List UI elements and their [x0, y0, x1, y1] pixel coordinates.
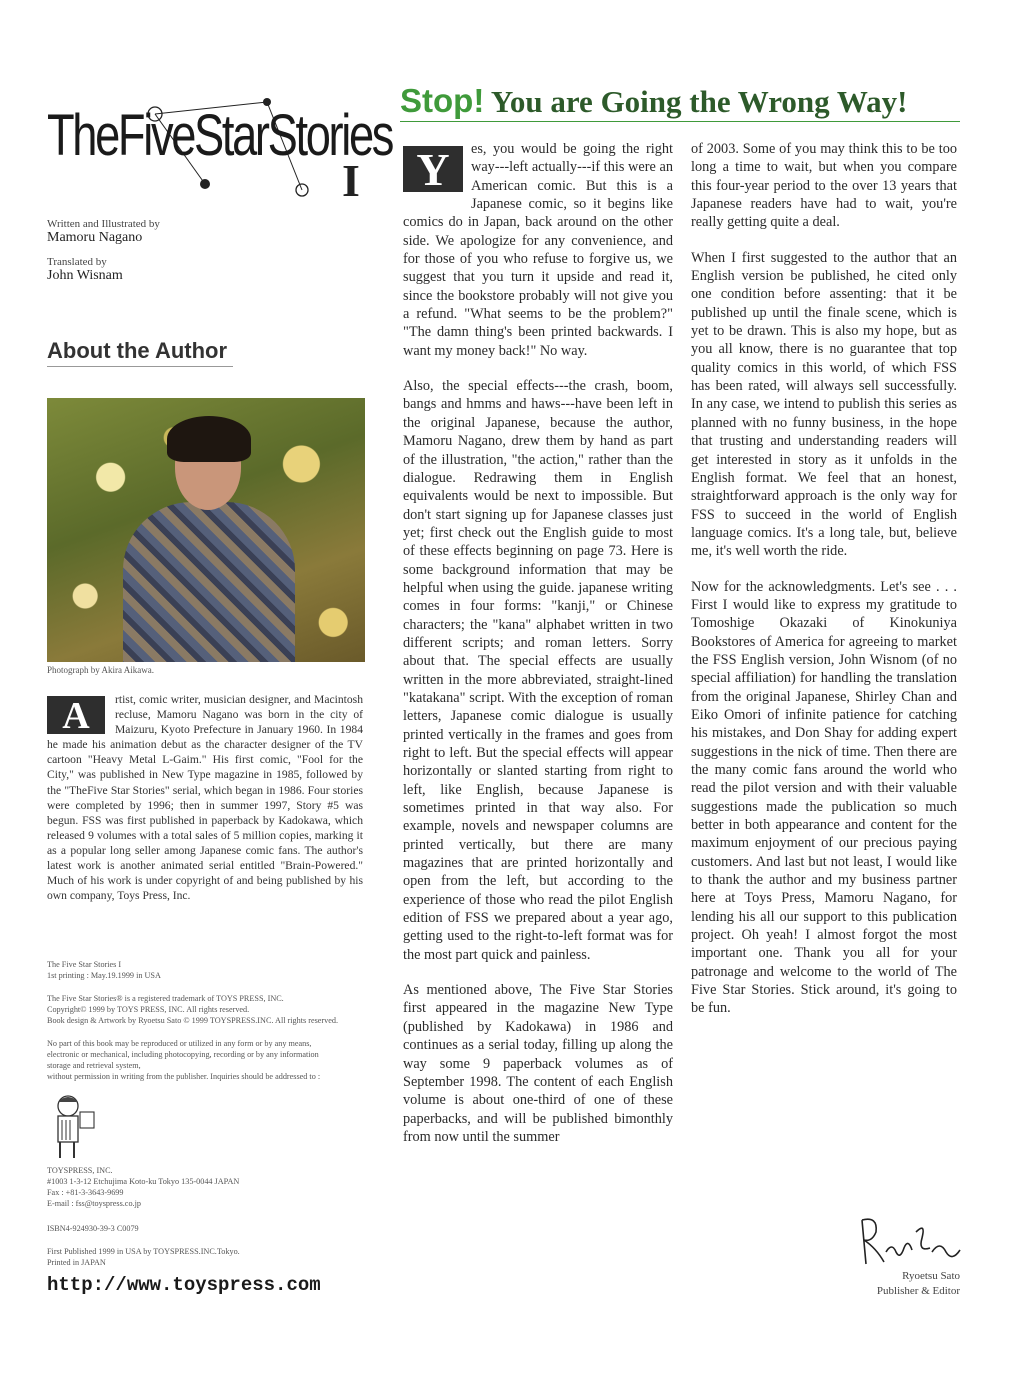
credits — [47, 218, 377, 284]
left-column — [47, 88, 393, 294]
publisher-fax: Fax : +81-3-3643-9699 — [47, 1188, 124, 1197]
isbn: ISBN4-924930-39-3 C0079 — [47, 1224, 139, 1233]
about-author-heading: About the Author — [47, 338, 233, 367]
rights-line: storage and retrieval system, — [47, 1061, 141, 1070]
article-paragraph: Now for the acknowledgments. Let's see . . . First I would like to express my gratitude to Tomoshige Okazaki of Kinokuniya Bookstores of America for agreeing to market the FSS English version, John Wisnom (of no special affiliation) for handling the translation from the original Japanese, Shirley Chan and Eiko Omori of infinite patience for catching his mistakes, and Don Shay for adding expert suggestions in the nick of time. Then there are the many comic fans around the world who read the pilot version and with their valuable suggestions made the publication so much better in both appearance and content for the maximum enjoyment of our precious paying customers. And last but not least, I would like to thank the author and my business partner here at Toys Press, Mamoru Nagano, for lending his all our support to this publication project. Oh yeah! I almost forgot the most important one. Thank you all for your patronage and welcome to the world of The Five Star Stories. Stick around, it's going to be fun. — [691, 578, 957, 1017]
article-paragraph: When I first suggested to the author that an English version be published, he cited only one condition before assenting: that it be published up until the finale scene, which is yet to be drawn. This is also my hope, but as you all know, there is no guarantee that top quality comics in this world, of which FSS has been rated, will always sell successfully. In any case, we intend to publish this series as planned with no funny business, in the hope that trusting and understanding readers will get interested in story as it unfolds in the English format. We feel that an honest, straightforward approach is the only way for FSS to succeed in the world of English language comics. It's a long tale, but, believe me, it's well worth the ride. — [691, 249, 957, 560]
article-dropcap: Y — [403, 146, 463, 192]
publisher-address: #1003 1-3-12 Etchujima Koto-ku Tokyo 135-0044 JAPAN — [47, 1177, 240, 1186]
article-paragraph: Also, the special effects---the crash, boom, bangs and hmms and haws---have been left in the original Japanese, because the author, Mamoru Nagano, drew them by hand as part of the illustration, "the action," rather than the dialogue. Redrawing them in English equivalents would be next to impossible. But don't start signing up for Japanese classes just yet; first check out the English guide to most of these effects beginning on page 73. Here is some background information that may be helpful when using the guide. japanese writing comes in four forms: "kanji," or Chinese characters; the "kana" alphabet written in two different scripts; and roman letters. Sorry about that. The special effects are usually written in the more abbreviated, straight-lined "katakana" script. With the exception of roman letters, Japanese comic dialogue is usually printed vertically in the frames and goes from right to left. But the special effects will appear horizontally or slanted starting from right to left, like English, because Japanese is sometimes printed in that way also. For example, novels and newspaper columns are printed vertically, but there are many magazines that are printed horizontally and open from the left, but according to the experience of those who read the pilot English edition of FSS we prepared about a year ago, getting used to the right-to-left format was for the most part quick and painless. — [403, 378, 673, 963]
photo-credit: Photograph by Akira Aikawa. — [47, 665, 154, 675]
rights-line: electronic or mechanical, including photocopying, recording or by any information — [47, 1050, 319, 1059]
author-bio — [47, 692, 363, 903]
article-paragraph — [403, 140, 673, 360]
design-line: Book design & Artwork by Ryoetsu Sato © 1999 TOYSPRESS.INC. All rights reserved. — [47, 1016, 339, 1025]
edition-line: The Five Star Stories I — [47, 960, 122, 969]
article-column-1 — [403, 140, 673, 1163]
article-paragraph: of 2003. Some of you may think this to be too long a time to wait, but when you compare this four-year period to the over 13 years that Japanese readers have had to wait, you're really getting quite a deal. — [691, 141, 957, 231]
article-column-2 — [691, 140, 957, 1035]
author-photo — [47, 398, 365, 662]
bio-dropcap: A — [47, 696, 105, 734]
printing-line: 1st printing : May.19.1999 in USA — [47, 971, 161, 980]
author-name: Mamoru Nagano — [47, 230, 143, 245]
logo-title: TheFiveStarStories — [47, 103, 393, 168]
translated-label: Translated by — [47, 256, 107, 268]
paragraph-text: es, you would be going the right way---left actually---if this were an American comic. But this is a Japanese comic, so it begins like comics do in Japan, back around on the other side. We apologize for any convenience, and for those of you who refuse to forgive us, we suggest that you turn it upside and read it, since the bookstore probably will not give you a refund. "What seems to be the problem?" "The damn thing's been printed backwards. I want my money back!" No way. — [403, 141, 673, 359]
website-link[interactable]: http://www.toyspress.com — [47, 1274, 321, 1296]
series-logo — [47, 88, 393, 206]
headline — [400, 82, 965, 120]
signature-role: Publisher & Editor — [876, 1285, 960, 1297]
printed-line: Printed in JAPAN — [47, 1258, 106, 1267]
rights-line: No part of this book may be reproduced or utilized in any form or by any means, — [47, 1039, 312, 1048]
headline-rest: You are Going the Wrong Way! — [484, 84, 908, 119]
publisher-email: E-mail : fss@toyspress.co.jp — [47, 1199, 141, 1208]
copyright-line: Copyright© 1999 by TOYS PRESS, INC. All rights reserved. — [47, 1005, 250, 1014]
article-paragraph: As mentioned above, The Five Star Stories first appeared in the magazine New Type (published by Kadokawa) in 1986 and continues as a serial today, filling up along the way some 9 paperback volumes as of September 1998. The content of each English volume is about one-third of one of these paperbacks, and will be published bimonthly from now until the summer — [403, 982, 673, 1145]
written-label: Written and Illustrated by — [47, 218, 160, 230]
translator-name: John Wisnam — [47, 268, 123, 283]
bio-text: rtist, comic writer, musician designer, and Macintosh recluse, Mamoru Nagano was born in the city of Maizuru, Kyoto Prefecture in January 1960. In 1984 he made his animation debut as the character designer of the TV cartoon "Heavy Metal L-Gaim." His first comic, "Fool for the City," was published in New Type magazine in 1985, followed by the "TheFive Star Stories" serial, which began in 1986. Four stories were completed by 1996; then in summer 1997, Story #5 was begun. FSS was first published in paperback by Kadokawa, which released 9 volumes with a total sales of 5 million copies, marking it as a popular long seller among Japanese comic fans. The author's latest work is another animated serial entitled "Brain-Powered." Much of his work is under copyright of and being published by his own company, Toys Press, Inc. — [47, 693, 363, 903]
rights-line: without permission in writing from the publisher. Inquiries should be addressed to : — [47, 1072, 321, 1081]
mascot-icon — [50, 1092, 98, 1162]
volume-number: I — [342, 155, 360, 206]
headline-rule — [400, 121, 960, 122]
trademark-line: The Five Star Stories® is a registered trademark of TOYS PRESS, INC. — [47, 994, 284, 1003]
published-line: First Published 1999 in USA by TOYSPRESS.INC.Tokyo. — [47, 1247, 240, 1256]
signature-graphic — [856, 1212, 966, 1274]
publisher-name: TOYSPRESS, INC. — [47, 1166, 113, 1175]
signature-name: Ryoetsu Sato — [902, 1270, 960, 1282]
headline-stop: Stop! — [400, 82, 485, 119]
